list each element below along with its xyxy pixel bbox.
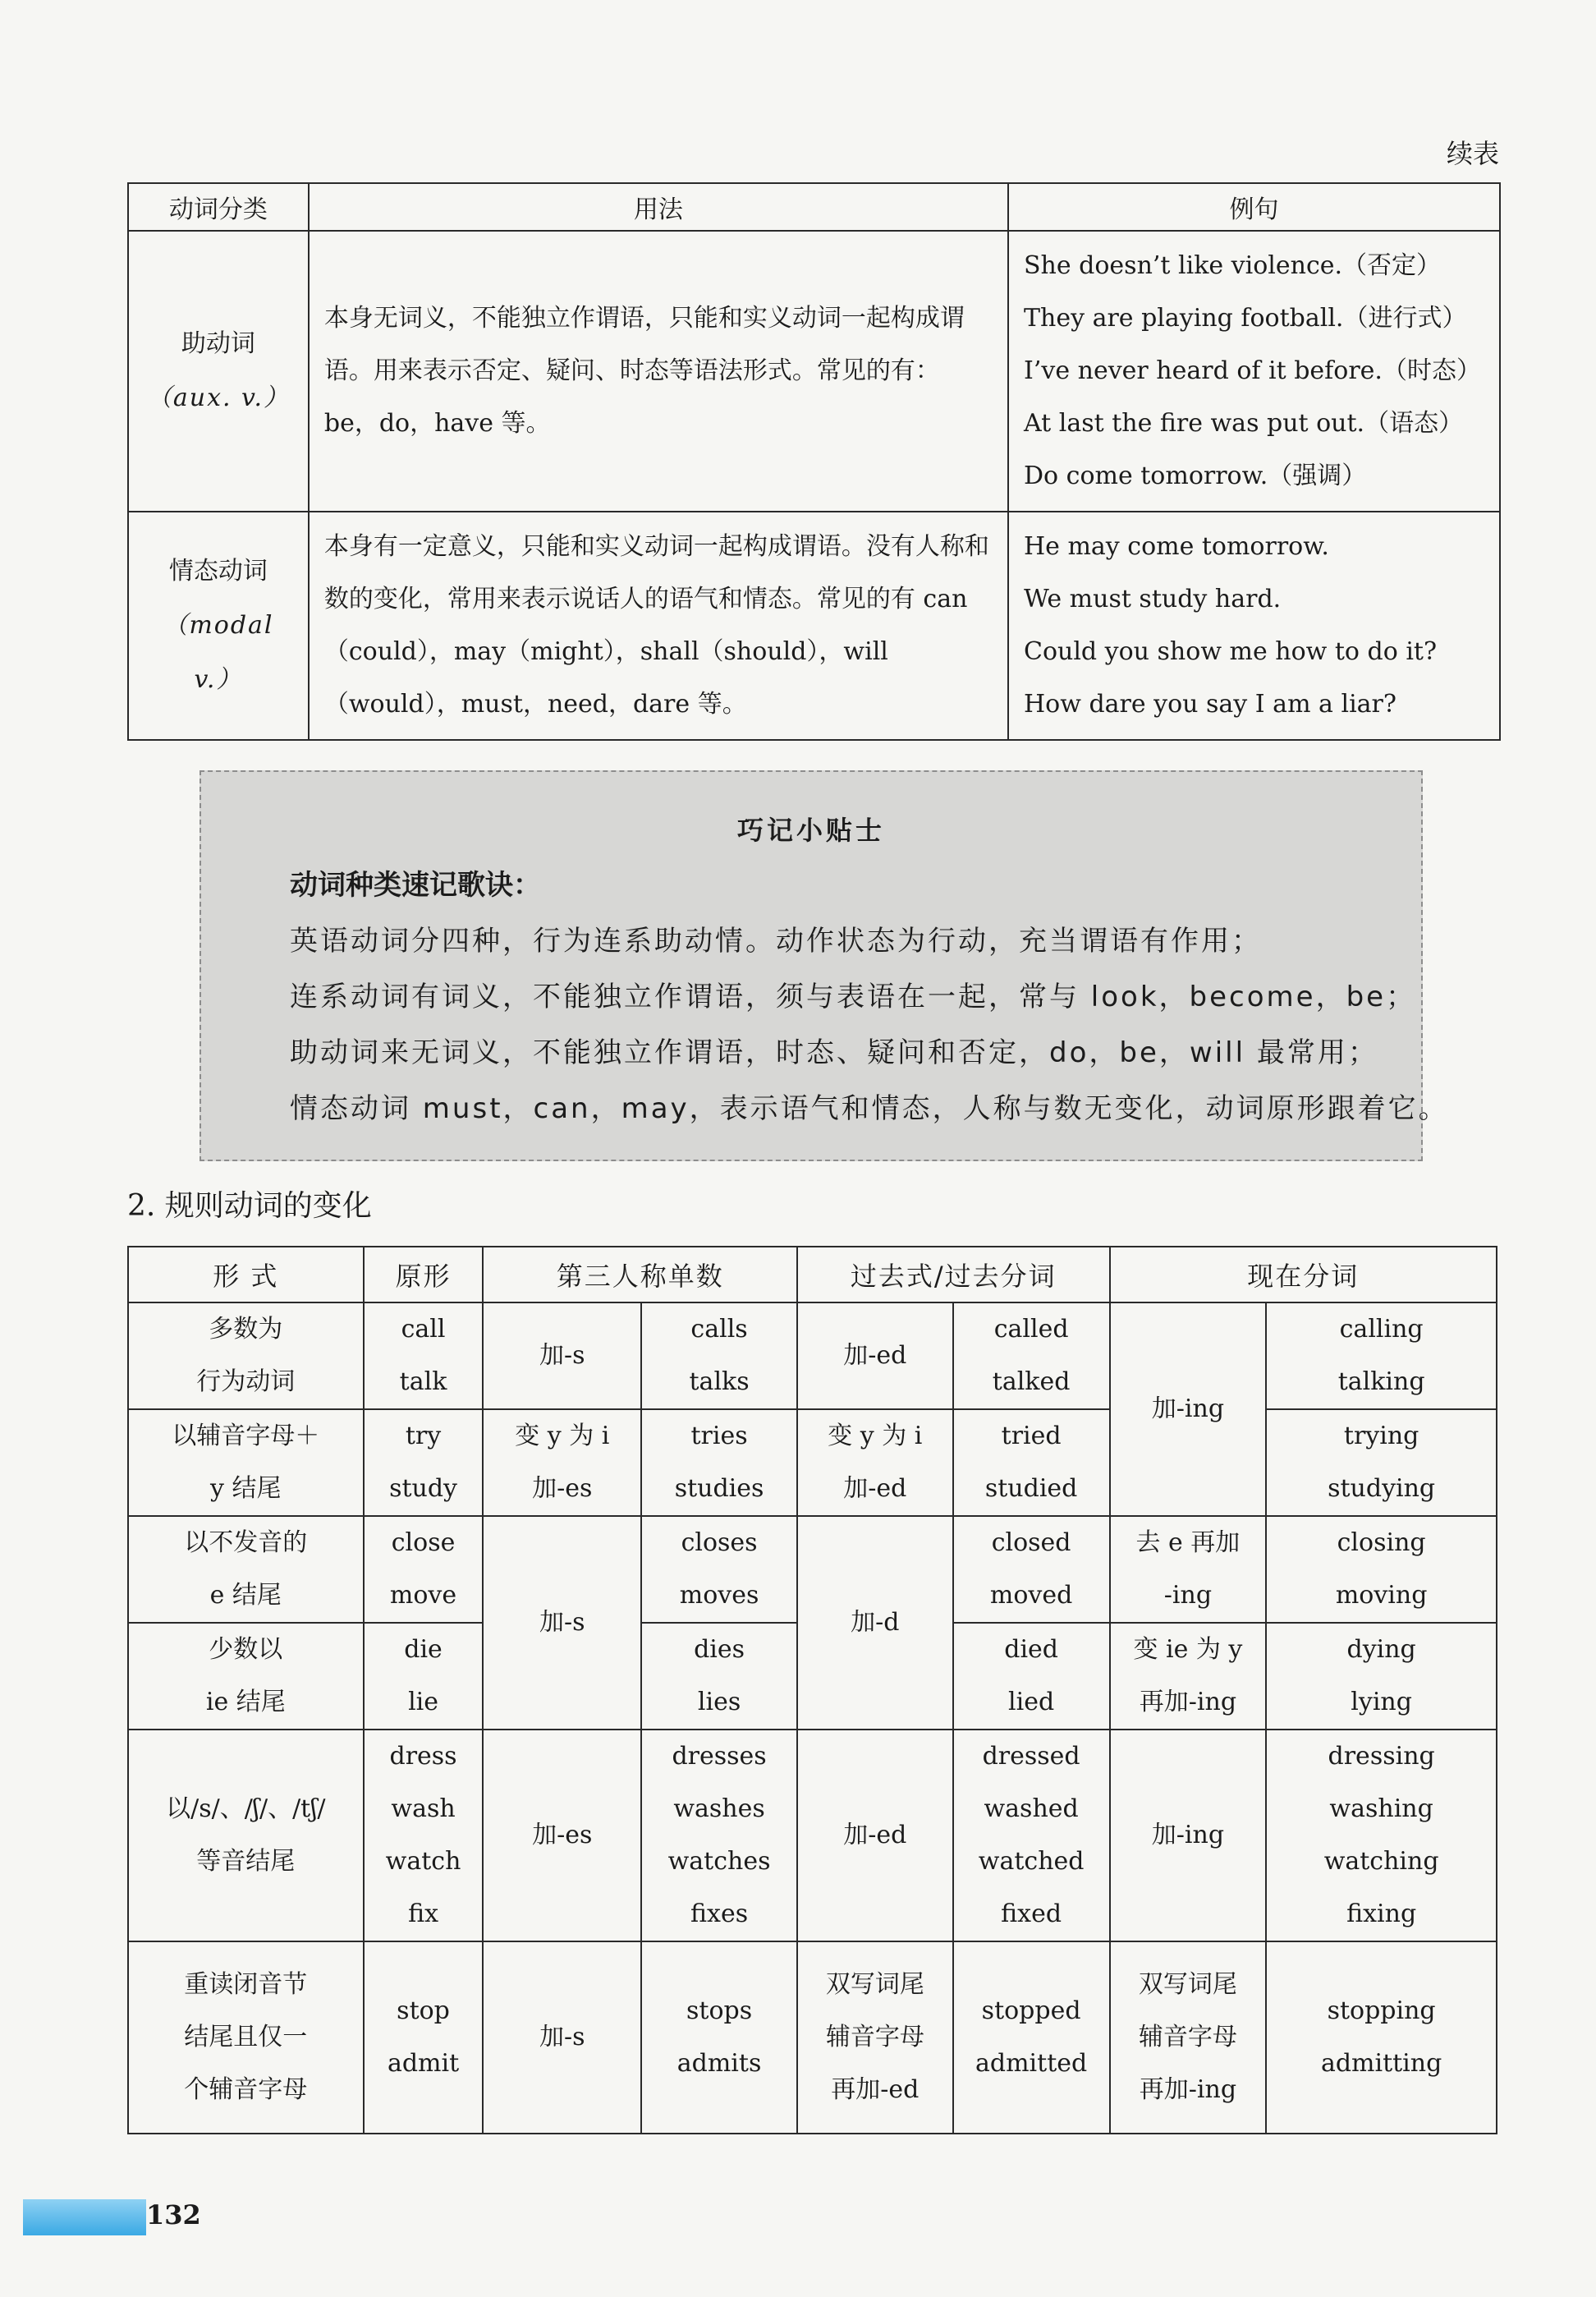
table-row xyxy=(128,231,1500,512)
tip-lines xyxy=(290,913,1449,1137)
ing-cell: stopping admitting xyxy=(1266,1941,1497,2134)
regular-verb-table xyxy=(127,1246,1497,2134)
ing-rule-cell: 双写词尾 辅音字母 再加-ing xyxy=(1110,1941,1267,2134)
third-cell: closes moves xyxy=(641,1516,797,1623)
ing-cell: dressing washing watching fixing xyxy=(1266,1730,1497,1941)
third-rule-cell: 变 y 为 i 加-es xyxy=(483,1409,641,1516)
table-row xyxy=(128,1941,1497,2134)
header-past: 过去式/过去分词 xyxy=(797,1247,1110,1302)
usage-cell: 本身无词义，不能独立作谓语，只能和实义动词一起构成谓语。用来表示否定、疑问、时态等语法形式。常见的有：be，do，have 等。 xyxy=(309,231,1008,512)
past-cell: dressed washed watched fixed xyxy=(953,1730,1110,1941)
header-base: 原形 xyxy=(364,1247,484,1302)
form-cell: 以/s/、/ʃ/、/tʃ/ 等音结尾 xyxy=(128,1730,364,1941)
third-cell: tries studies xyxy=(641,1409,797,1516)
category-sub: （aux. v.） xyxy=(146,384,290,412)
category-sub: （modal v.） xyxy=(163,611,274,694)
header-present-participle: 现在分词 xyxy=(1110,1247,1497,1302)
examples-cell xyxy=(1008,512,1500,740)
past-rule-cell: 加-ed xyxy=(797,1730,953,1941)
category-cell xyxy=(128,231,309,512)
base-cell: die lie xyxy=(364,1623,484,1730)
form-cell: 少数以 ie 结尾 xyxy=(128,1623,364,1730)
third-rule-cell: 加-es xyxy=(483,1730,641,1941)
example-sentence: How dare you say I am a liar? xyxy=(1024,690,1396,719)
base-cell: close move xyxy=(364,1516,484,1623)
ing-rule-cell: 去 e 再加 -ing xyxy=(1110,1516,1267,1623)
past-cell: closed moved xyxy=(953,1516,1110,1623)
form-cell: 以不发音的 e 结尾 xyxy=(128,1516,364,1623)
ing-rule-cell: 加-ing xyxy=(1110,1730,1267,1941)
third-rule-cell: 加-s xyxy=(483,1516,641,1730)
example-sentence: They are playing football.（进行式） xyxy=(1024,304,1467,333)
form-cell: 以辅音字母＋ y 结尾 xyxy=(128,1409,364,1516)
continued-label: 续表 xyxy=(1446,138,1499,169)
tip-line: 情态动词 must，can，may，表示语气和情态，人称与数无变化，动词原形跟着它。 xyxy=(290,1092,1449,1125)
category-name: 情态动词 xyxy=(168,557,268,586)
table-row xyxy=(128,1516,1497,1623)
examples-cell xyxy=(1008,231,1500,512)
memory-tip-box xyxy=(200,770,1449,1161)
base-cell: dress wash watch fix xyxy=(364,1730,484,1941)
example-sentence: He may come tomorrow. xyxy=(1024,532,1329,561)
tip-line: 英语动词分四种，行为连系助动情。动作状态为行动，充当谓语有作用； xyxy=(290,925,1262,958)
third-cell: stops admits xyxy=(641,1941,797,2134)
ing-rule-cell: 加-ing xyxy=(1110,1302,1267,1516)
verb-category-table xyxy=(127,182,1501,741)
example-sentence: At last the fire was put out.（语态） xyxy=(1024,409,1464,438)
category-cell xyxy=(128,512,309,740)
past-cell: tried studied xyxy=(953,1409,1110,1516)
table-row xyxy=(128,1730,1497,1941)
table-row xyxy=(128,512,1500,740)
header-usage: 用法 xyxy=(309,183,1008,231)
base-cell: stop admit xyxy=(364,1941,484,2134)
past-rule-cell: 加-d xyxy=(797,1516,953,1730)
base-cell: call talk xyxy=(364,1302,484,1409)
past-rule-cell: 加-ed xyxy=(797,1302,953,1409)
third-rule-cell: 加-s xyxy=(483,1941,641,2134)
section-title: 2. 规则动词的变化 xyxy=(127,1189,372,1223)
past-cell: died lied xyxy=(953,1623,1110,1730)
header-third-person: 第三人称单数 xyxy=(483,1247,797,1302)
third-rule-cell: 加-s xyxy=(483,1302,641,1409)
ing-rule-cell: 变 ie 为 y 再加-ing xyxy=(1110,1623,1267,1730)
tip-line: 助动词来无词义，不能独立作谓语，时态、疑问和否定，do，be，will 最常用； xyxy=(290,1036,1378,1069)
table-header-row xyxy=(128,1247,1497,1302)
ing-cell: closing moving xyxy=(1266,1516,1497,1623)
table-header-row xyxy=(128,183,1500,231)
example-sentence: Do come tomorrow.（强调） xyxy=(1024,462,1367,490)
past-rule-cell: 双写词尾 辅音字母 再加-ed xyxy=(797,1941,953,2134)
table-row xyxy=(128,1409,1497,1516)
form-cell: 多数为 行为动词 xyxy=(128,1302,364,1409)
form-cell: 重读闭音节 结尾且仅一 个辅音字母 xyxy=(128,1941,364,2134)
example-sentence: We must study hard. xyxy=(1024,585,1282,613)
header-form: 形 式 xyxy=(128,1247,364,1302)
example-sentence: Could you show me how to do it? xyxy=(1024,637,1438,666)
table-row xyxy=(128,1302,1497,1409)
ing-cell: dying lying xyxy=(1266,1623,1497,1730)
tip-line: 连系动词有词义，不能独立作谓语，须与表语在一起，常与 look，become，be； xyxy=(290,981,1417,1013)
tip-title: 巧记小贴士 xyxy=(736,815,885,846)
tip-heading: 动词种类速记歌诀： xyxy=(290,869,541,902)
page-number: 132 xyxy=(146,2199,201,2230)
header-examples: 例句 xyxy=(1008,183,1500,231)
third-cell: dies lies xyxy=(641,1623,797,1730)
third-cell: calls talks xyxy=(641,1302,797,1409)
base-cell: try study xyxy=(364,1409,484,1516)
example-sentence: She doesn’t like violence.（否定） xyxy=(1024,251,1442,280)
third-cell: dresses washes watches fixes xyxy=(641,1730,797,1941)
ing-cell: trying studying xyxy=(1266,1409,1497,1516)
past-cell: called talked xyxy=(953,1302,1110,1409)
category-name: 助动词 xyxy=(181,329,255,358)
ing-cell: calling talking xyxy=(1266,1302,1497,1409)
header-category: 动词分类 xyxy=(128,183,309,231)
past-rule-cell: 变 y 为 i 加-ed xyxy=(797,1409,953,1516)
footer-accent-bar xyxy=(23,2199,146,2235)
example-sentence: I’ve never heard of it before.（时态） xyxy=(1024,356,1481,385)
usage-cell: 本身有一定意义，只能和实义动词一起构成谓语。没有人称和数的变化，常用来表示说话人的语气和情态。常见的有 can（could），may（might），shall（should），will（would），must，need，dare 等。 xyxy=(309,512,1008,740)
past-cell: stopped admitted xyxy=(953,1941,1110,2134)
